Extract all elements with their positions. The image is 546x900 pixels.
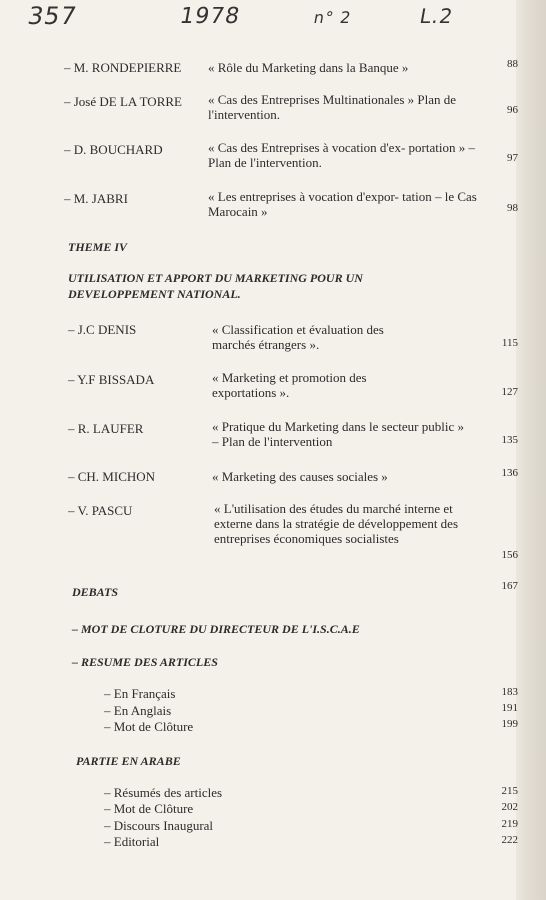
page-gutter-shadow (516, 0, 546, 900)
toc-title: « Pratique du Marketing dans le secteur public » – Plan de l'intervention (212, 419, 464, 449)
toc-author: – M. JABRI (64, 191, 128, 206)
debats-heading: DEBATS (72, 585, 119, 599)
toc-page: 98 (507, 202, 518, 214)
handwritten-year: 1978 (177, 4, 243, 29)
toc-title: « Classification et évaluation des marchés étrangers ». (212, 322, 384, 352)
toc-page: 97 (507, 152, 518, 164)
toc-page: 156 (501, 549, 518, 561)
handwritten-number: 357 (25, 2, 80, 30)
toc-title: « Marketing des causes sociales » (212, 469, 388, 484)
resume-page: 199 (501, 718, 518, 730)
arabe-page: 219 (501, 818, 518, 830)
arabe-heading: PARTIE EN ARABE (76, 754, 181, 768)
toc-author: – J.C DENIS (68, 322, 137, 337)
toc-title: « Les entreprises à vocation d'expor- tation – le Cas Marocain » (208, 189, 477, 219)
handwritten-issue: n° 2 (312, 8, 354, 27)
debats-page: 167 (501, 580, 518, 592)
toc-page: 88 (507, 58, 518, 70)
toc-page: 136 (501, 467, 518, 479)
resume-item: – En Français (104, 686, 176, 701)
toc-title: « Marketing et promotion des exportations ». (212, 370, 367, 400)
resume-page: 183 (501, 686, 518, 698)
resume-page: 191 (501, 702, 518, 714)
resume-item: – Mot de Clôture (104, 719, 194, 734)
toc-title: « Rôle du Marketing dans la Banque » (208, 60, 409, 75)
arabe-item: – Mot de Clôture (104, 801, 194, 816)
handwritten-code: L.2 (417, 4, 456, 28)
arabe-item: – Editorial (104, 834, 160, 849)
arabe-page: 202 (501, 801, 518, 813)
toc-author: – CH. MICHON (68, 469, 156, 484)
toc-title: « L'utilisation des études du marché interne et externe dans la stratégie de développement des entreprises économiques socialistes (214, 501, 459, 546)
toc-page: 96 (507, 104, 518, 116)
toc-page: 115 (501, 337, 518, 349)
arabe-page: 215 (501, 785, 518, 797)
arabe-page: 222 (501, 834, 518, 846)
toc-title: « Cas des Entreprises à vocation d'ex- portation » – Plan de l'intervention. (208, 140, 475, 170)
toc-title: « Cas des Entreprises Multinationales » Plan de l'intervention. (208, 92, 457, 122)
toc-author: – V. PASCU (68, 503, 133, 518)
toc-author: – M. RONDEPIERRE (64, 60, 182, 75)
toc-author: – Y.F BISSADA (68, 372, 155, 387)
theme-title: UTILISATION ET APPORT DU MARKETING POUR UN DEVELOPPEMENT NATIONAL. (68, 271, 363, 301)
toc-author: – R. LAUFER (68, 421, 144, 436)
toc-page: 135 (501, 434, 518, 446)
toc-author: – D. BOUCHARD (64, 142, 163, 157)
toc-author: – José DE LA TORRE (64, 94, 182, 109)
cloture-heading: – MOT DE CLOTURE DU DIRECTEUR DE L'I.S.C.A.E (72, 622, 360, 636)
arabe-item: – Discours Inaugural (104, 818, 214, 833)
toc-page: 127 (501, 386, 518, 398)
resume-item: – En Anglais (104, 703, 172, 718)
theme-label: THEME IV (68, 240, 128, 254)
resume-heading: – RESUME DES ARTICLES (72, 655, 218, 669)
arabe-item: – Résumés des articles (104, 785, 223, 800)
